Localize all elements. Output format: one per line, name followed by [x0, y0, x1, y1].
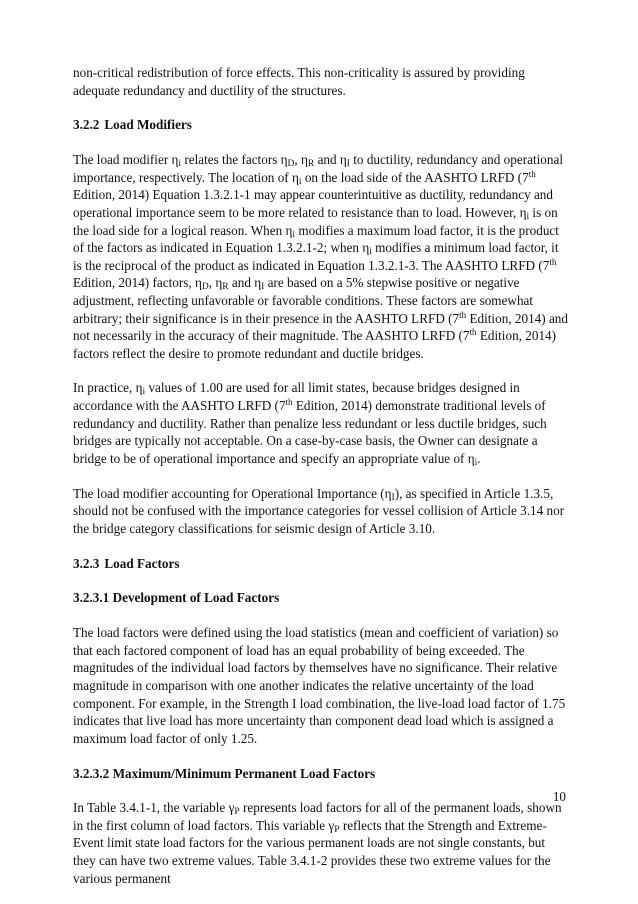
paragraph-in-practice: In practice, $\eta_i$ values of 1.00 are used for all limit states, because bridges designed in accordance with the AASHTO LRFD (7th Edition, 2014) demonstrate traditional levels of redundancy and ductility. Rather than penalize less redundant or less ductile bridges, such bridges are typically not acceptable. On a case-by-case basis, the Owner can designate a bridge to be of operational importance and specify an appropriate value of $\eta_i$.: [73, 380, 547, 468]
page-number: 10: [552, 789, 566, 804]
section-heading-3-2-3-1: 3.2.3.1 Development of Load Factors: [73, 590, 280, 606]
paragraph-load-statistics: The load factors were defined using the load statistics (mean and coefficient of variation) so that each factored component of load has an equal probability of being exceeded. The magnitudes of the individual load factors by themselves have no significance. Their relative magnitude in comparison with one another indicates the relative uncertainty of the load component. For example, in the Strength I load combination, the live-load load factor of 1.75 indicates that live load has more uncertainty than component dead load which is assigned a maximum load factor of only 1.25.: [73, 625, 566, 746]
paragraph-redundancy: non-critical redistribution of force effects. This non-criticality is assured by providing adequate redundancy and ductility of the structures.: [73, 65, 525, 98]
section-heading-3-2-2: 3.2.2 Load Modifiers: [73, 117, 192, 133]
section-heading-3-2-3-2: 3.2.3.2 Maximum/Minimum Permanent Load Factors: [73, 765, 376, 781]
paragraph-operational-importance: The load modifier accounting for Operational Importance $(\eta_I)$, as specified in Article 1.3.5, should not be confused with the importance categories for vessel collision of Article 3.14 nor the bridge category classifications for seismic design of Article 3.10.: [73, 485, 565, 536]
paragraph-load-modifier: The load modifier $\eta_i$ relates the factors $\eta_D$, $\eta_R$ and $\eta_I$ to ductility, redundancy and operational importance, respectively. The location of $\eta_i$ on the load side of the AASHTO LRFD (7th Edition, 2014) Equation 1.3.2.1-1 may appear counterintuitive as ductility, redundancy and operational importance seem to be more related to resistance than to load. However, $\eta_i$ is on the load side for a logical reason. When $\eta_i$ modifies a maximum load factor, it is the product of the factors as indicated in Equation 1.3.2.1-2; when $\eta_i$ modifies a minimum load factor, it is the reciprocal of the product as indicated in Equation 1.3.2.1-3. The AASHTO LRFD (7th Edition, 2014) factors, $\eta_D$, $\eta_R$ and $\eta_I$ are based on a 5% stepwise positive or negative adjustment, reflecting unfavorable or favorable conditions. These factors are somewhat arbitrary; their significance is in their presence in the AASHTO LRFD (7th Edition, 2014) and not necessarily in the accuracy of their magnitude. The AASHTO LRFD (7th Edition, 2014) factors reflect the desire to promote redundant and ductile bridges.: [73, 152, 568, 361]
section-heading-3-2-3: 3.2.3 Load Factors: [73, 555, 180, 571]
page-body: [73, 64, 569, 904]
paragraph-permanent-loads: In Table 3.4.1-1, the variable $\gamma_P$ represents load factors for all of the permanent loads, shown in the first column of load factors. This variable $\gamma_P$ reflects that the Strength and Extreme-Event limit state load factors for the various permanent loads are not single constants, but they can have two extreme values. Table 3.4.1-2 provides these two extreme values for the various permanent: [73, 800, 562, 886]
